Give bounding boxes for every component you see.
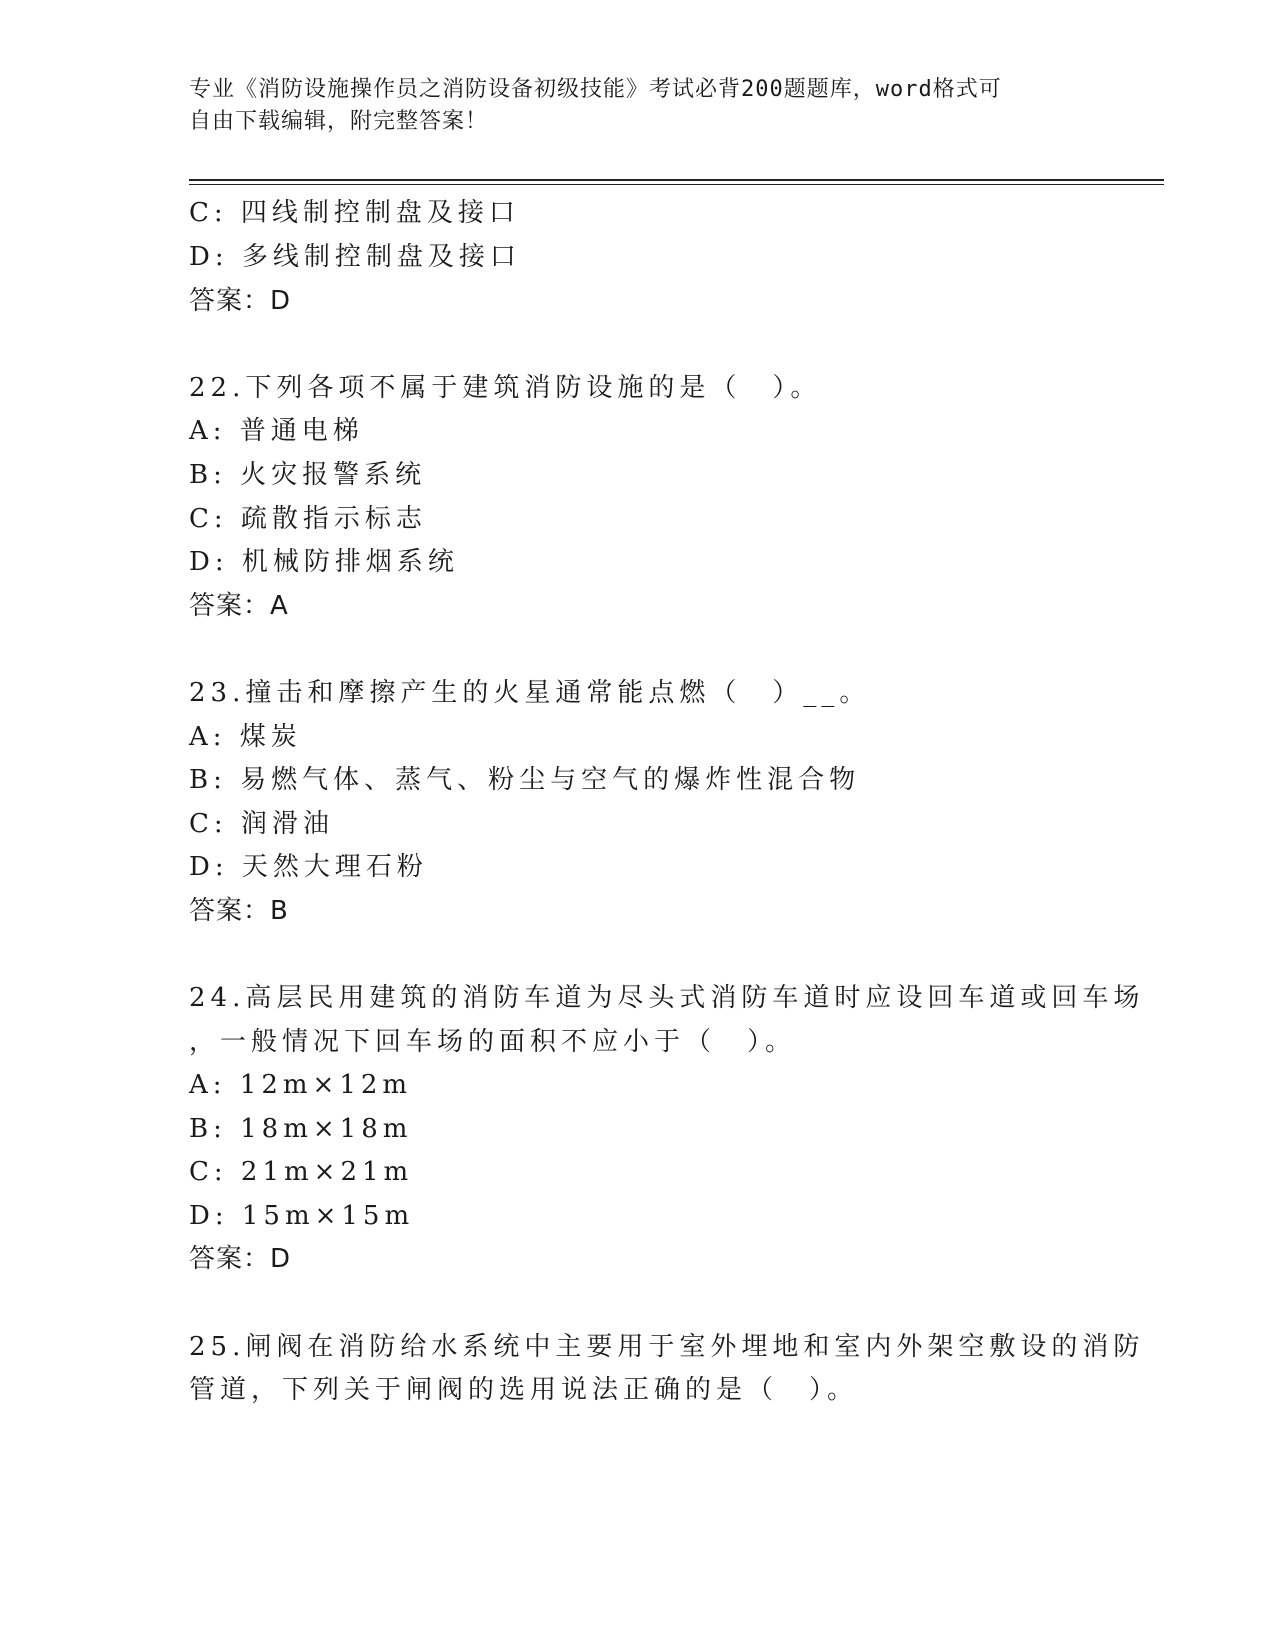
option-c: C: 润滑油 <box>189 809 334 839</box>
header-rule-thin <box>189 184 1164 185</box>
option-a: A: 普通电梯 <box>189 416 364 446</box>
question-stem: 24.高层民用建筑的消防车道为尽头式消防车道时应设回车道或回车场 <box>189 983 1145 1013</box>
option-b: B: 火灾报警系统 <box>189 460 427 490</box>
answer-line: 答案：D <box>189 286 292 316</box>
option-a: A: 12m×12m <box>189 1070 413 1100</box>
option-a: A: 煤炭 <box>189 722 302 752</box>
option-d: D: 15m×15m <box>189 1201 415 1231</box>
option-c: C: 四线制控制盘及接口 <box>189 198 520 228</box>
document-header <box>189 74 1089 138</box>
question-stem: 23.撞击和摩擦产生的火星通常能点燃（ ）__。 <box>189 678 871 708</box>
question-stem: 25.闸阀在消防给水系统中主要用于室外埋地和室内外架空敷设的消防 <box>189 1332 1145 1362</box>
option-c: C: 疏散指示标志 <box>189 504 427 534</box>
option-b: B: 易燃气体、蒸气、粉尘与空气的爆炸性混合物 <box>189 765 861 795</box>
option-d: D: 天然大理石粉 <box>189 852 428 882</box>
question-stem-continued: ，一般情况下回车场的面积不应小于（ ）。 <box>189 1027 797 1057</box>
header-line-1: 专业《消防设施操作员之消防设备初级技能》考试必背200题题库，word格式可 <box>189 77 1002 102</box>
answer-line: 答案：D <box>189 1244 292 1274</box>
answer-line: 答案：B <box>189 896 289 926</box>
header-line-2: 自由下载编辑，附完整答案！ <box>189 109 489 134</box>
option-c: C: 21m×21m <box>189 1157 414 1187</box>
question-stem-continued: 管道，下列关于闸阀的选用说法正确的是（ ）。 <box>189 1375 859 1405</box>
option-d: D: 机械防排烟系统 <box>189 547 459 577</box>
header-rule-thick <box>189 179 1164 181</box>
option-b: B: 18m×18m <box>189 1114 413 1144</box>
option-d: D: 多线制控制盘及接口 <box>189 242 521 272</box>
question-stem: 22.下列各项不属于建筑消防设施的是（ ）。 <box>189 373 822 403</box>
answer-line: 答案：A <box>189 591 289 621</box>
